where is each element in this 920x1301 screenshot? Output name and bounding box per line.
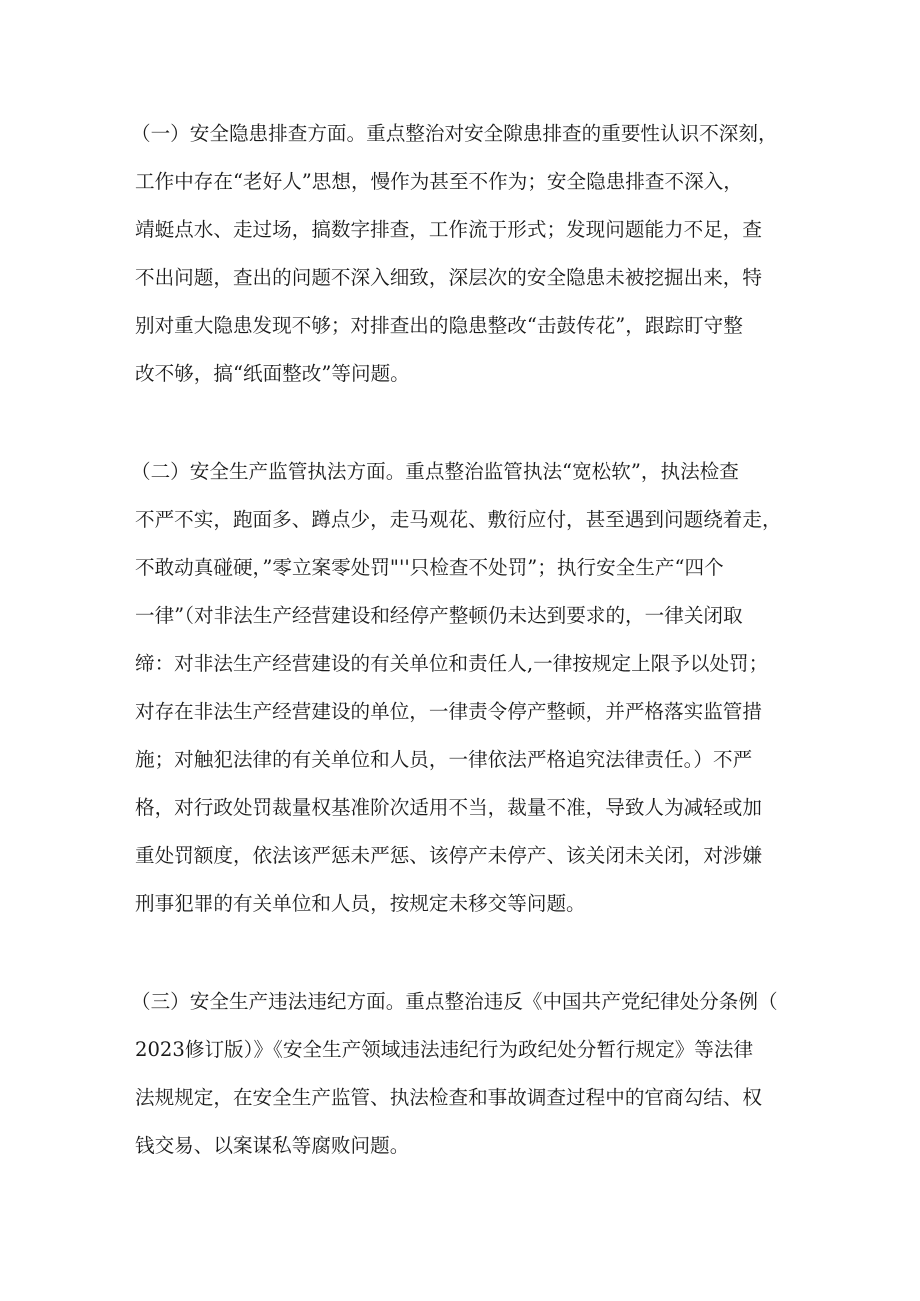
paragraph-1-line-3: 靖蜓点水、走过场，搞数字排查，工作流于形式；发现问题能力不足，查 — [135, 218, 762, 241]
paragraph-1-line-1: （一）安全隐患排查方面。重点整治对安全隙患排查的重要性认识不深刻， — [131, 122, 778, 145]
paragraph-2-line-3: 不敢动真碰硬，”零立案零处罚"''只检查不处罚”；执行安全生产“四个 — [135, 556, 724, 579]
paragraph-2-line-8: 格，对行政处罚裁量权基准阶次适用不当，裁量不准，导致人为减轻或加 — [135, 796, 762, 819]
paragraph-2-line-4: 一律”（对非法生产经营建设和经停产整顿仍未达到要求的，一律关闭取 — [135, 604, 743, 627]
paragraph-2-line-10: 刑事犯罪的有关单位和人员，按规定未移交等问题。 — [135, 892, 586, 915]
paragraph-2-line-2: 不严不实，跑面多、蹲点少，走马观花、敷衍应付，甚至遇到问题绕着走， — [135, 508, 782, 531]
paragraph-3-line-4: 钱交易、以案谋私等腐败问题。 — [135, 1134, 410, 1157]
paragraph-2-line-5: 缔：对非法生产经营建设的有关单位和责任人,一律按规定上限予以处罚； — [135, 652, 769, 675]
paragraph-1-line-5: 别对重大隐患发现不够；对排查出的隐患整改“击鼓传花”，跟踪盯守整 — [135, 314, 743, 337]
paragraph-2-line-7: 施；对触犯法律的有关单位和人员，一律依法严格追究法律责任。）不严 — [135, 748, 753, 771]
paragraph-2-line-9: 重处罚额度，依法该严惩未严惩、该停产未停产、该关闭未关闭，对涉嫌 — [135, 844, 762, 867]
paragraph-3-line-1: （三）安全生产违法违纪方面。重点整治违反《中国共产党纪律处分条例（ — [131, 990, 778, 1013]
paragraph-2-line-6: 对存在非法生产经营建设的单位，一律责令停产整顿，并严格落实监管措 — [135, 700, 762, 723]
paragraph-1-line-2: 工作中存在“老好人”思想，慢作为甚至不作为；安全隐患排查不深入， — [135, 170, 743, 193]
paragraph-3-line-2: 2023修订版）》《安全生产领域违法违纪行为政纪处分暂行规定》等法律 — [135, 1038, 754, 1061]
paragraph-1-line-4: 不出问题，查出的问题不深入细致，深层次的安全隐患未被挖掘出来，特 — [135, 266, 762, 289]
paragraph-2-line-1: （二）安全生产监管执法方面。重点整治监管执法“宽松软”，执法检查 — [131, 460, 739, 483]
paragraph-3-line-3: 法规规定，在安全生产监管、执法检查和事故调查过程中的官商勾结、权 — [135, 1086, 762, 1109]
paragraph-1-line-6: 改不够，搞“纸面整改”等问题。 — [135, 362, 410, 385]
